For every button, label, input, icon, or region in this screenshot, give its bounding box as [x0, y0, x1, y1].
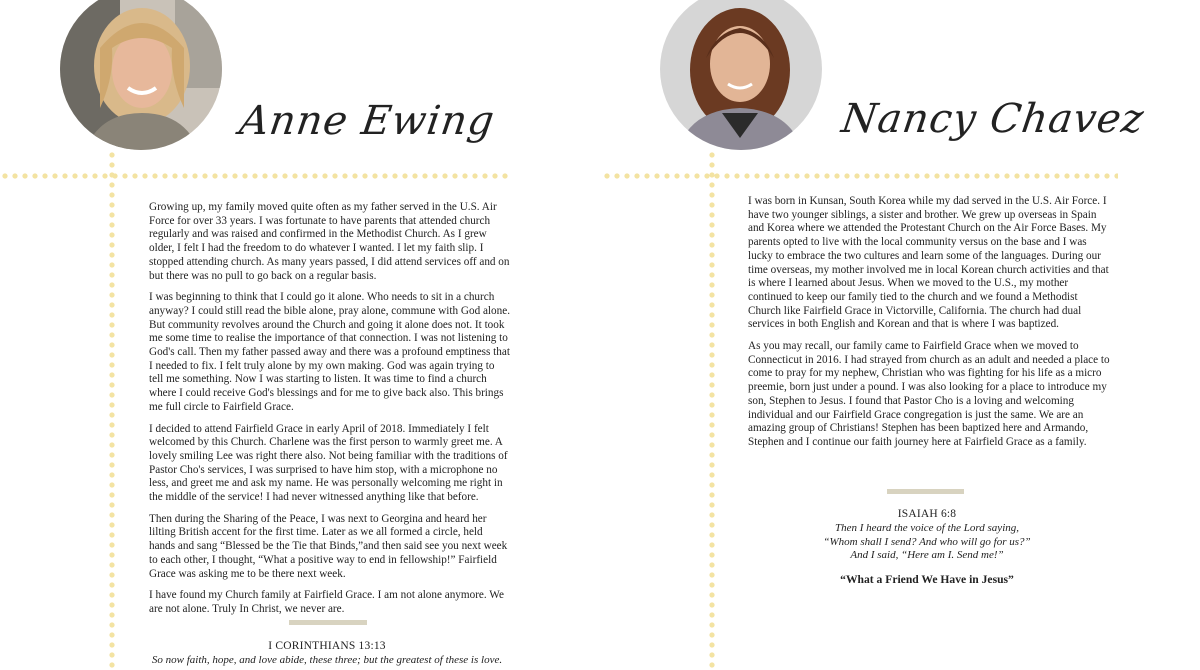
hymn-title: “What a Friend We Have in Jesus”	[840, 573, 1014, 587]
dotted-divider-horizontal	[0, 172, 512, 180]
testimony-text	[149, 201, 511, 625]
signature-name: Anne Ewing	[236, 98, 498, 144]
paragraph: I was born in Kunsan, South Korea while my dad served in the U.S. Air Force. I have two younger siblings, a sister and brother. We grew up overseas in Spain and Korea where we attended the Protestant Church on the Air Force Bases. My parents opted to live with the local community versus on the base and I was lucky to embrace the two cultures and learn some of the languages. During our time overseas, my mother involved me in local Korean church activities and that is where I learned about Jesus. When we moved to the U.S., my mother continued to keep our family tied to the church and we found a Methodist Church like Fairfield Grace in Victorville, California. The church had dual services in both English and Korean and that is where I was baptized.	[748, 195, 1109, 331]
section-rule	[289, 620, 367, 625]
signature-name: Nancy Chavez	[838, 96, 1148, 142]
paragraph: Then during the Sharing of the Peace, I was next to Georgina and heard her lilting British accent for the first time. Later as we all formed a circle, held hands and sang “Blessed be the Tie that Binds,”and then said see you next week to each other, I thought, “What a positive way to end in fellowship!” Fairfield Grace was asking me to be there next week.	[149, 512, 508, 580]
portrait-photo-icon	[60, 0, 222, 150]
right-page	[600, 0, 1200, 661]
dotted-divider-vertical	[108, 150, 116, 670]
scripture-line: So now faith, hope, and love abide, these three; but the greatest of these is love.	[151, 653, 503, 666]
paragraph: I decided to attend Fairfield Grace in early April of 2018. Immediately I felt welcomed by this Church. Charlene was the first person to warmly greet me. A lovely smiling Lee was right there also. Not being familiar with the traditions of Pastor Cho's services, I was surprised to have him stop, with a microphone no less, and greet me and ask my name. He was personally welcoming me right in the middle of the service! I had never witnessed anything like that before.	[149, 422, 508, 504]
scripture-reference: I CORINTHIANS 13:13	[268, 640, 386, 652]
scripture-reference: ISAIAH 6:8	[897, 508, 957, 520]
dotted-divider-vertical	[708, 150, 716, 670]
testimony-text	[748, 195, 1110, 458]
paragraph: Growing up, my family moved quite often as my father served in the U.S. Air Force for over 33 years. I was fortunate to have parents that attended church regularly and was raised and confirmed in the Methodist Church. As I grew older, I felt I had the freedom to do whatever I wanted. I let my faith slip. I stopped attending church. As many years passed, I did attend services off and on but there was no pull to go back on a regular basis.	[149, 201, 510, 282]
paragraph: I have found my Church family at Fairfield Grace. I am not alone anymore. We are not alone. Truly In Christ, we never are.	[149, 589, 504, 615]
nancy-chavez-photo	[660, 0, 822, 150]
scripture-block	[746, 508, 1108, 587]
paragraph: As you may recall, our family came to Fairfield Grace when we moved to Connecticut in 2016. I had strayed from church as an adult and needed a place to come to pray for my nephew, Christian who was fighting for his life as a micro preemie, born just under a pound. I was also looking for a place to introduce my son, Stephen to Jesus. I found that Pastor Cho is a loving and welcoming individual and our Fairfield Grace congregation is just the same. We are an amazing group of Christians! Stephen has been baptized here and Armando, Stephen and I continue our faith journey here at Fairfield Grace as a family.	[748, 340, 1110, 448]
left-page	[0, 0, 600, 666]
dotted-divider-horizontal	[602, 172, 1118, 180]
scripture-block	[146, 640, 508, 668]
section-rule	[887, 489, 964, 494]
paragraph: I was beginning to think that I could go it alone. Who needs to sit in a church anyway? I could still read the bible alone, pray alone, commune with God alone. But community revolves around the Church and going it alone does not. It took me some time to realise the importance of that connection. I was not listening to God's call. Then my father passed away and there was a profound emptiness that I needed to fix. I felt truly alone by my own making. God was again trying to tell me something. Now I was starting to listen. It was time to find a church where I could receive God's blessings and for me to give back also. This brings me full circle to Fairfield Grace.	[149, 291, 510, 413]
anne-ewing-photo	[60, 0, 222, 150]
portrait-photo-icon	[660, 0, 822, 150]
scripture-line: And I said, “Here am I. Send me!”	[850, 549, 1004, 562]
scripture-line: Then I heard the voice of the Lord saying,	[834, 521, 1019, 534]
scripture-line: “Whom shall I send? And who will go for us?”	[823, 535, 1031, 548]
